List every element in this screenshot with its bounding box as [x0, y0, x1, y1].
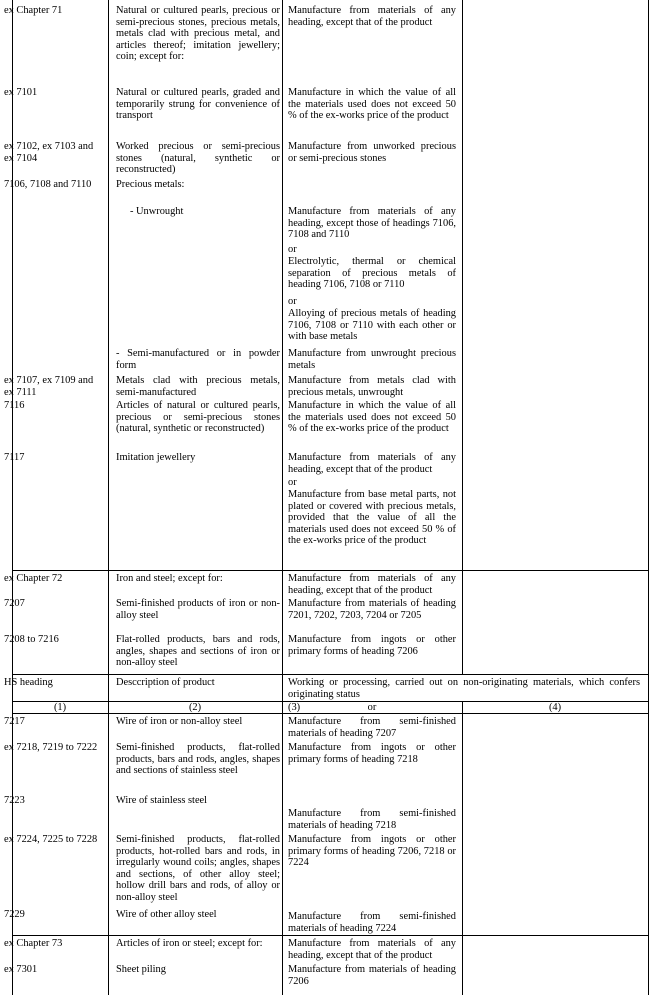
processing-rule: Manufacture from materials of any heading, except those of headings 7106, 7108 and 7110 — [288, 206, 456, 241]
processing-rule: Manufacture from unworked precious or semi-precious stones — [288, 141, 456, 164]
processing-rule: Manufacture from semi-finished materials of heading 7224 — [288, 911, 456, 934]
or-separator: or — [288, 244, 297, 255]
hs-heading: 7208 to 7216 — [4, 634, 59, 645]
column-border-3b — [462, 701, 463, 995]
product-description: Worked precious or semi-precious stones (natural, synthetic or reconstructed) — [116, 141, 280, 176]
processing-rule: Manufacture from materials of any heading, except that of the product — [288, 452, 456, 475]
row-divider — [12, 935, 649, 936]
processing-rule: Manufacture from metals clad with precious metals, unwrought — [288, 375, 456, 398]
product-description: Articles of natural or cultured pearls, precious or semi-precious stones (natural, synthetic or reconstructed) — [116, 400, 280, 435]
column-number-4: (4) — [548, 702, 562, 713]
product-description: Flat-rolled products, bars and rods, angles, shapes and sections of iron or non-alloy steel — [116, 634, 280, 669]
processing-rule: Manufacture from semi-finished materials of heading 7218 — [288, 808, 456, 831]
hs-heading: 7207 — [4, 598, 25, 609]
product-description: Precious metals: — [116, 179, 185, 190]
column-number-3: (3) — [288, 702, 301, 713]
hs-heading: ex 7101 — [4, 87, 38, 98]
hs-heading: ex 7107, ex 7109 and ex 7111 — [4, 375, 94, 398]
hs-heading: ex Chapter 73 — [4, 938, 63, 949]
product-description: Metals clad with precious metals, semi-manufactured — [116, 375, 280, 398]
processing-rule: Manufacture from materials of any heading, except that of the product — [288, 938, 456, 961]
processing-rule: Manufacture in which the value of all the materials used does not exceed 50 % of the ex-works price of the product — [288, 87, 456, 122]
processing-rule: Manufacture from ingots or other primary forms of heading 7206, 7218 or 7224 — [288, 834, 456, 869]
hs-heading: 7229 — [4, 909, 25, 920]
product-description: Imitation jewellery — [116, 452, 196, 463]
row-divider — [12, 570, 649, 571]
hs-heading: ex 7301 — [4, 964, 38, 975]
product-description: Semi-finished products, flat-rolled products, bars and rods, angles, shapes and sections of stainless steel — [116, 742, 280, 777]
product-description: Sheet piling — [116, 964, 166, 975]
processing-rule: Manufacture from ingots or other primary forms of heading 7206 — [288, 634, 456, 657]
processing-rule-alt: Electrolytic, thermal or chemical separation of precious metals of heading 7106, 7108 or 7110 — [288, 256, 456, 291]
hs-heading: 7106, 7108 and 7110 — [4, 179, 92, 190]
product-description: - Semi-manufactured or in powder form — [116, 348, 280, 371]
product-description: - Unwrought — [130, 206, 184, 217]
product-description: Iron and steel; except for: — [116, 573, 223, 584]
hs-heading: ex Chapter 71 — [4, 5, 63, 16]
column-number-1: (1) — [53, 702, 67, 713]
processing-rule: Manufacture from semi-finished materials of heading 7207 — [288, 716, 456, 739]
hs-heading: ex 7102, ex 7103 and ex 7104 — [4, 141, 94, 164]
product-description: Semi-finished products, flat-rolled products, hot-rolled bars and rods, in irregularly wound coils; angles, shapes and sections, of other alloy steel; hollow drill bars and rods, of alloy or non-alloy steel — [116, 834, 280, 903]
column-border-right — [648, 0, 649, 995]
product-description: Natural or cultured pearls, precious or semi-precious stones, precious metals, metals clad with precious metal, and articles thereof; imitation jewellery; coin; except for: — [116, 5, 280, 63]
processing-rule-alt: Alloying of precious metals of heading 7106, 7108 or 7110 with each other or with base metals — [288, 308, 456, 343]
product-description: Wire of stainless steel — [116, 795, 208, 806]
processing-rule: Manufacture in which the value of all the materials used does not exceed 50 % of the ex-works price of the product — [288, 400, 456, 435]
or-separator: or — [288, 477, 297, 488]
processing-rule: Manufacture from materials of heading 7206 — [288, 964, 456, 987]
column-header-processing: Working or processing, carried out on non-originating materials, which confers originating status — [288, 677, 640, 700]
column-number-or: or — [367, 702, 377, 713]
column-header-description: Desccription of product — [116, 677, 215, 688]
processing-rule: Manufacture from unwrought precious metals — [288, 348, 456, 371]
product-description: Wire of iron or non-alloy steel — [116, 716, 243, 727]
processing-rule: Manufacture from ingots or other primary forms of heading 7218 — [288, 742, 456, 765]
column-header-hs-heading: HS heading — [4, 677, 53, 688]
processing-rule: Manufacture from materials of heading 7201, 7202, 7203, 7204 or 7205 — [288, 598, 456, 621]
processing-rule: Manufacture from materials of any heading, except that of the product — [288, 573, 456, 596]
or-separator: or — [288, 296, 297, 307]
hs-heading: ex 7224, 7225 to 7228 — [4, 834, 98, 845]
product-description: Natural or cultured pearls, graded and temporarily strung for convenience of transport — [116, 87, 280, 122]
processing-rule-alt: Manufacture from base metal parts, not plated or covered with precious metals, provided that the value of all the materials used does not exceed 50 % of the ex-works price of the product — [288, 489, 456, 547]
column-border-3 — [462, 0, 463, 674]
column-border-2 — [282, 0, 283, 995]
hs-heading: ex 7218, 7219 to 7222 — [4, 742, 98, 753]
hs-heading: 7116 — [4, 400, 25, 411]
hs-heading: 7223 — [4, 795, 25, 806]
hs-heading: ex Chapter 72 — [4, 573, 63, 584]
hs-heading: 7117 — [4, 452, 25, 463]
processing-rule: Manufacture from materials of any heading, except that of the product — [288, 5, 456, 28]
column-number-2: (2) — [188, 702, 202, 713]
product-description: Semi-finished products of iron or non-alloy steel — [116, 598, 280, 621]
product-description: Articles of iron or steel; except for: — [116, 938, 263, 949]
hs-heading: 7217 — [4, 716, 25, 727]
column-border-1 — [108, 0, 109, 995]
row-divider — [12, 674, 649, 675]
product-description: Wire of other alloy steel — [116, 909, 217, 920]
